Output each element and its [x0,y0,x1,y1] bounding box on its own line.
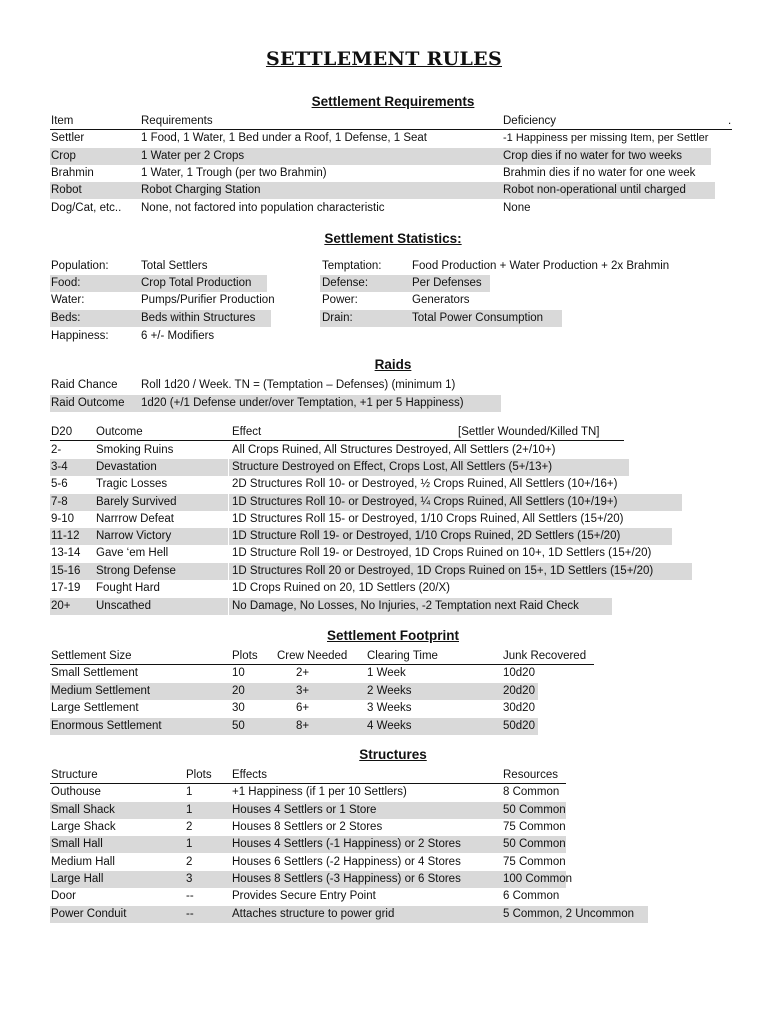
col-plots: Plots [186,769,212,781]
col-resources: Resources [503,769,558,781]
footprint-plots: 50 [232,720,245,732]
structure-resources: 50 Common [503,804,566,816]
table-row [0,182,768,199]
stat-label: Beds: [50,310,139,327]
col-wounded-killed: [Settler Wounded/Killed TN] [458,426,600,438]
raid-d20: 9-10 [51,513,75,525]
raid-outcome: Strong Defense [96,563,228,580]
raid-outcome: Barely Survived [96,494,228,511]
structure-resources: 75 Common [503,821,566,833]
footprint-plots: 20 [232,685,245,697]
stat-label: Happiness: [51,330,109,342]
table-row [0,442,768,459]
statistics-heading: Settlement Statistics: [324,231,462,246]
req-requirements: 1 Water, 1 Trough (per two Brahmin) [141,167,327,179]
raid-effect: 1D Structure Roll 19- or Destroyed, 1D Crops Ruined on 10+, 1D Settlers (15+/20) [232,547,652,559]
stat-label: Water: [51,294,85,306]
raid-d20: 5-6 [51,478,68,490]
raid-d20: 11-12 [50,528,96,545]
footprint-junk: 30d20 [503,702,535,714]
structure-effects: Provides Secure Entry Point [232,890,376,902]
req-deficiency: Brahmin dies if no water for one week [503,167,696,179]
footprint-junk: 10d20 [503,667,535,679]
structure-name: Small Shack [51,804,115,816]
req-item: Dog/Cat, etc.. [51,202,122,214]
raid-info-value: 1d20 (+/1 Defense under/over Temptation, +1 per 5 Happiness) [138,395,501,412]
structure-plots: 3 [186,873,193,885]
raid-effect: 1D Structure Roll 19- or Destroyed, 1/10 Crops Ruined, 2D Settlers (15+/20) [229,528,672,545]
stat-row [0,328,768,345]
structure-resources: 100 Common [503,873,573,885]
footprint-header-row [0,648,768,665]
structure-name: Large Shack [51,821,116,833]
col-deficiency: Deficiency [503,115,557,127]
footprint-crew: 3+ [296,685,310,697]
structure-effects: Houses 8 Settlers or 2 Stores [232,821,383,833]
table-row [0,665,768,682]
structure-name: Medium Hall [51,856,115,868]
col-outcome: Outcome [96,426,143,438]
structure-effects: +1 Happiness (if 1 per 10 Settlers) [232,786,407,798]
structure-name: Outhouse [51,786,101,798]
col-effects: Effects [232,769,267,781]
page-title: SETTLEMENT RULES [265,48,502,70]
structure-plots: 1 [186,804,193,816]
structures-heading: Structures [359,747,427,762]
stat-row [0,275,768,292]
stat-value: Generators [412,294,470,306]
footprint-clearing: 3 Weeks [367,702,412,714]
footprint-size: Medium Settlement [51,685,151,697]
structure-plots: 2 [186,856,193,868]
table-row [0,148,768,165]
stat-label: Drain: [320,310,410,327]
stat-value: Total Power Consumption [408,310,562,327]
raid-outcome: Gave ‘em Hell [96,547,169,559]
raid-outcome: Narrrow Defeat [96,513,174,525]
raid-effect: 1D Structures Roll 15- or Destroyed, 1/10 Crops Ruined, All Settlers (15+/20) [232,513,624,525]
structure-effects: Houses 4 Settlers or 1 Store [232,804,377,816]
structure-effects: Houses 4 Settlers (-1 Happiness) or 2 Stores [232,838,461,850]
raid-outcome: Devastation [96,459,228,476]
stat-label: Food: [50,275,139,292]
stat-value: 6 +/- Modifiers [141,330,215,342]
footprint-crew: 8+ [296,720,310,732]
req-deficiency: Robot non-operational until charged [498,182,715,199]
table-row [0,476,768,493]
stat-label: Power: [322,294,358,306]
footprint-junk: 50d20 [503,720,535,732]
col-plots: Plots [232,650,258,662]
requirements-header-row [0,113,768,130]
req-deficiency: Crop dies if no water for two weeks [498,148,711,165]
stat-value: Food Production + Water Production + 2x Brahmin [412,260,670,272]
col-settlement-size: Settlement Size [51,650,132,662]
raid-d20: 17-19 [51,582,81,594]
table-row [0,700,768,717]
table-row [0,459,768,476]
raid-outcome: Smoking Ruins [96,444,174,456]
col-crew-needed: Crew Needed [277,650,348,662]
stat-label: Population: [51,260,109,272]
footprint-crew: 6+ [296,702,310,714]
col-effect: Effect [232,426,262,438]
footprint-heading: Settlement Footprint [327,628,459,643]
req-item: Robot [50,182,139,199]
footprint-size: Enormous Settlement [51,720,162,732]
raids-header-row [0,424,768,441]
footprint-plots: 10 [232,667,245,679]
stat-value: Beds within Structures [138,310,271,327]
table-row [0,563,768,580]
col-structure: Structure [51,769,98,781]
table-row [0,528,768,545]
raid-effect: 1D Structures Roll 10- or Destroyed, ¼ Crops Ruined, All Settlers (10+/19+) [229,494,682,511]
table-row [0,200,768,217]
stat-value: Total Settlers [141,260,208,272]
raid-effect: 1D Structures Roll 20 or Destroyed, 1D Crops Ruined on 15+, 1D Settlers (15+/20) [229,563,692,580]
structure-name: Small Hall [51,838,103,850]
req-requirements: 1 Food, 1 Water, 1 Bed under a Roof, 1 Defense, 1 Seat [141,132,427,144]
footprint-junk: 20d20 [503,685,535,697]
raid-info-label: Raid Chance [51,379,118,391]
stat-row [0,292,768,309]
structure-plots: 1 [186,838,193,850]
structure-resources: 8 Common [503,786,560,798]
stat-value: Pumps/Purifier Production [141,294,275,306]
raid-outcome: Narrow Victory [96,528,228,545]
stat-value: Per Defenses [408,275,490,292]
table-row [0,545,768,562]
stat-row [0,258,768,275]
footprint-clearing: 1 Week [367,667,406,679]
raid-effect: 2D Structures Roll 10- or Destroyed, ½ Crops Ruined, All Settlers (10+/16+) [232,478,618,490]
footprint-clearing: 2 Weeks [367,685,412,697]
raid-effect: 1D Crops Ruined on 20, 1D Settlers (20/X) [232,582,450,594]
raid-effect: All Crops Ruined, All Structures Destroyed, All Settlers (2+/10+) [232,444,556,456]
raid-d20: 7-8 [50,494,96,511]
raid-d20: 15-16 [50,563,96,580]
stat-value: Crop Total Production [138,275,267,292]
raid-effect: No Damage, No Losses, No Injuries, -2 Temptation next Raid Check [229,598,612,615]
req-deficiency: -1 Happiness per missing Item, per Settler [503,132,709,144]
table-row [0,906,768,923]
structures-header-row [0,767,768,784]
col-requirements: Requirements [141,115,213,127]
col-junk-recovered: Junk Recovered [503,650,587,662]
structure-resources: 6 Common [503,890,560,902]
structure-plots: -- [186,890,194,902]
requirements-heading: Settlement Requirements [311,94,475,109]
col-clearing-time: Clearing Time [367,650,438,662]
structure-effects: Houses 6 Settlers (-2 Happiness) or 4 Stores [232,856,461,868]
table-row [0,598,768,615]
structure-plots: -- [186,908,194,920]
table-row [0,802,768,819]
raid-outcome: Unscathed [96,598,228,615]
raid-outcome: Tragic Losses [96,478,168,490]
structure-plots: 2 [186,821,193,833]
req-requirements: Robot Charging Station [138,182,501,199]
table-row [0,683,768,700]
table-row [0,836,768,853]
structure-name: Power Conduit [51,908,127,920]
raid-d20: 20+ [50,598,96,615]
req-requirements: None, not factored into population characteristic [141,202,385,214]
raid-info-label: Raid Outcome [50,395,139,412]
stat-label: Defense: [320,275,410,292]
req-item: Brahmin [51,167,94,179]
table-row [0,580,768,597]
raid-d20: 2- [51,444,62,456]
req-deficiency: None [503,202,531,214]
table-row [0,165,768,182]
req-item: Settler [51,132,85,144]
footprint-size: Large Settlement [51,702,139,714]
raid-info-value: Roll 1d20 / Week. TN = (Temptation – Defenses) (minimum 1) [141,379,456,391]
col-item: Item [51,115,74,127]
table-row [0,511,768,528]
raid-info-row [0,377,768,394]
stat-label: Temptation: [322,260,382,272]
structure-effects: Houses 8 Settlers (-3 Happiness) or 6 Stores [232,873,461,885]
raid-d20: 13-14 [51,547,81,559]
structure-effects: Attaches structure to power grid [232,908,395,920]
table-row [0,130,768,147]
footprint-crew: 2+ [296,667,310,679]
footprint-plots: 30 [232,702,245,714]
structure-plots: 1 [186,786,193,798]
raids-heading: Raids [374,357,412,372]
structure-resources: 50 Common [503,838,566,850]
req-item: Crop [50,148,139,165]
table-row [0,784,768,801]
structure-resources: 75 Common [503,856,566,868]
footprint-size: Small Settlement [51,667,138,679]
table-row [0,494,768,511]
structure-name: Door [51,890,76,902]
req-requirements: 1 Water per 2 Crops [138,148,501,165]
raid-info-row [0,395,768,412]
table-row [0,888,768,905]
footprint-clearing: 4 Weeks [367,720,412,732]
structure-name: Large Hall [51,873,104,885]
table-row [0,854,768,871]
structure-resources: 5 Common, 2 Uncommon [503,908,635,920]
col-d20: D20 [51,426,73,438]
raid-d20: 3-4 [50,459,96,476]
raid-effect: Structure Destroyed on Effect, Crops Lost, All Settlers (5+/13+) [229,459,629,476]
header-trail: . [728,115,732,127]
stat-row [0,310,768,327]
raid-outcome: Fought Hard [96,582,160,594]
table-row [0,871,768,888]
table-row [0,718,768,735]
table-row [0,819,768,836]
